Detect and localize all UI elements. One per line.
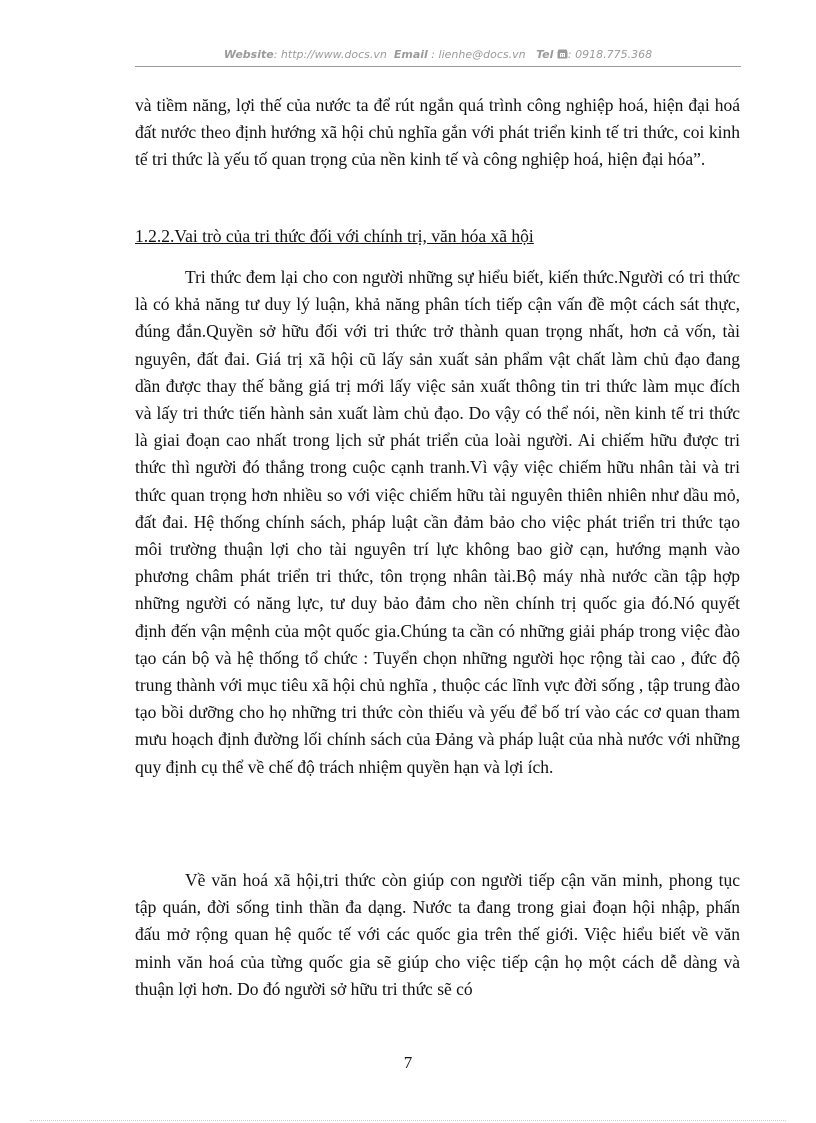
page-header bbox=[135, 48, 741, 63]
website-value: : http://www.docs.vn bbox=[273, 48, 387, 61]
email-label: Email bbox=[393, 48, 428, 61]
paragraph-culture bbox=[135, 867, 740, 1003]
website-label: Website bbox=[223, 48, 274, 61]
page-number: 7 bbox=[403, 1053, 413, 1072]
tel-value: : 0918.775.368 bbox=[567, 48, 653, 61]
paragraph-text: Tri thức đem lại cho con người những sự hiểu biết, kiến thức.Người có tri thức là có khả năng tư duy lý luận, khả năng phân tích tiếp cận vấn đề một cách sát thực, đúng đắn.Quyền sở hữu đối với tri thức trở thành quan trọng nhất, hơn cả vốn, tài nguyên, đất đai. Giá trị xã hội cũ lấy sản xuất sản phẩm vật chất làm chủ đạo đang dần được thay thế bằng giá trị mới lấy việc sản xuất thông tin tri thức làm mục đích và lấy tri thức tiến hành sản xuất làm chủ đạo. Do vậy có thể nói, nền kinh tế tri thức là giai đoạn cao nhất trong lịch sử phát triển của loài người. Ai chiếm hữu được tri thức thì người đó thắng trong cuộc cạnh tranh.Vì vậy việc chiếm hữu nhân tài và tri thức quan trọng hơn nhiều so với việc chiếm hữu tài nguyên thiên nhiên như dầu mỏ, đất đai. Hệ thống chính sách, pháp luật cần đảm bảo cho việc phát triển tri thức tạo môi trường thuận lợi cho tài nguyên trí lực không bao giờ cạn, hướng mạnh vào phương châm phát triển tri thức, tôn trọng nhân tài.Bộ máy nhà nước cần tập hợp những người có năng lực, tư duy bảo đảm cho nền chính trị quốc gia đó.Nó quyết định đến vận mệnh của một quốc gia.Chúng ta cần có những giải pháp trong việc đào tạo cán bộ và hệ thống tổ chức : Tuyển chọn những người học rộng tài cao , đức độ trung thành với mục tiêu xã hội chủ nghĩa , thuộc các lĩnh vực đời sống , tập trung đào tạo bồi dưỡng cho họ những tri thức còn thiếu và yếu để bố trí vào các cơ quan tham mưu hoạch định đường lối chính sách của Đảng và pháp luật của nhà nước với những quy định cụ thể về chế độ trách nhiệm quyền hạn và lợi ích. bbox=[135, 267, 740, 777]
page-bottom-border bbox=[30, 1120, 786, 1121]
tel-label: Tel bbox=[536, 48, 554, 61]
paragraph-politics bbox=[135, 264, 740, 781]
paragraph-text: Về văn hoá xã hội,tri thức còn giúp con người tiếp cận văn minh, phong tục tập quán, đời sống tinh thần đa dạng. Nước ta đang trong giai đoạn hội nhập, phấn đấu mở rộng quan hệ quốc tế với các quốc gia trên thế giới. Việc hiểu biết về văn minh văn hoá của từng quốc gia sẽ giúp cho việc tiếp cận họ một cách dễ dàng và thuận lợi hơn. Do đó người sở hữu tri thức sẽ có bbox=[135, 870, 740, 999]
phone-icon bbox=[557, 49, 568, 63]
paragraph-text: và tiềm năng, lợi thế của nước ta để rút ngắn quá trình công nghiệp hoá, hiện đại hoá đất nước theo định hướng xã hội chủ nghĩa gắn với phát triển kinh tế tri thức, coi kinh tế tri thức là yếu tố quan trọng của nền kinh tế và công nghiệp hoá, hiện đại hóa”. bbox=[135, 95, 740, 170]
section-heading: 1.2.2.Vai trò của tri thức đối với chính trị, văn hóa xã hội bbox=[135, 226, 534, 246]
paragraph-continuation bbox=[135, 92, 740, 174]
email-value: : lienhe@docs.vn bbox=[427, 48, 526, 61]
header-rule bbox=[135, 66, 741, 67]
